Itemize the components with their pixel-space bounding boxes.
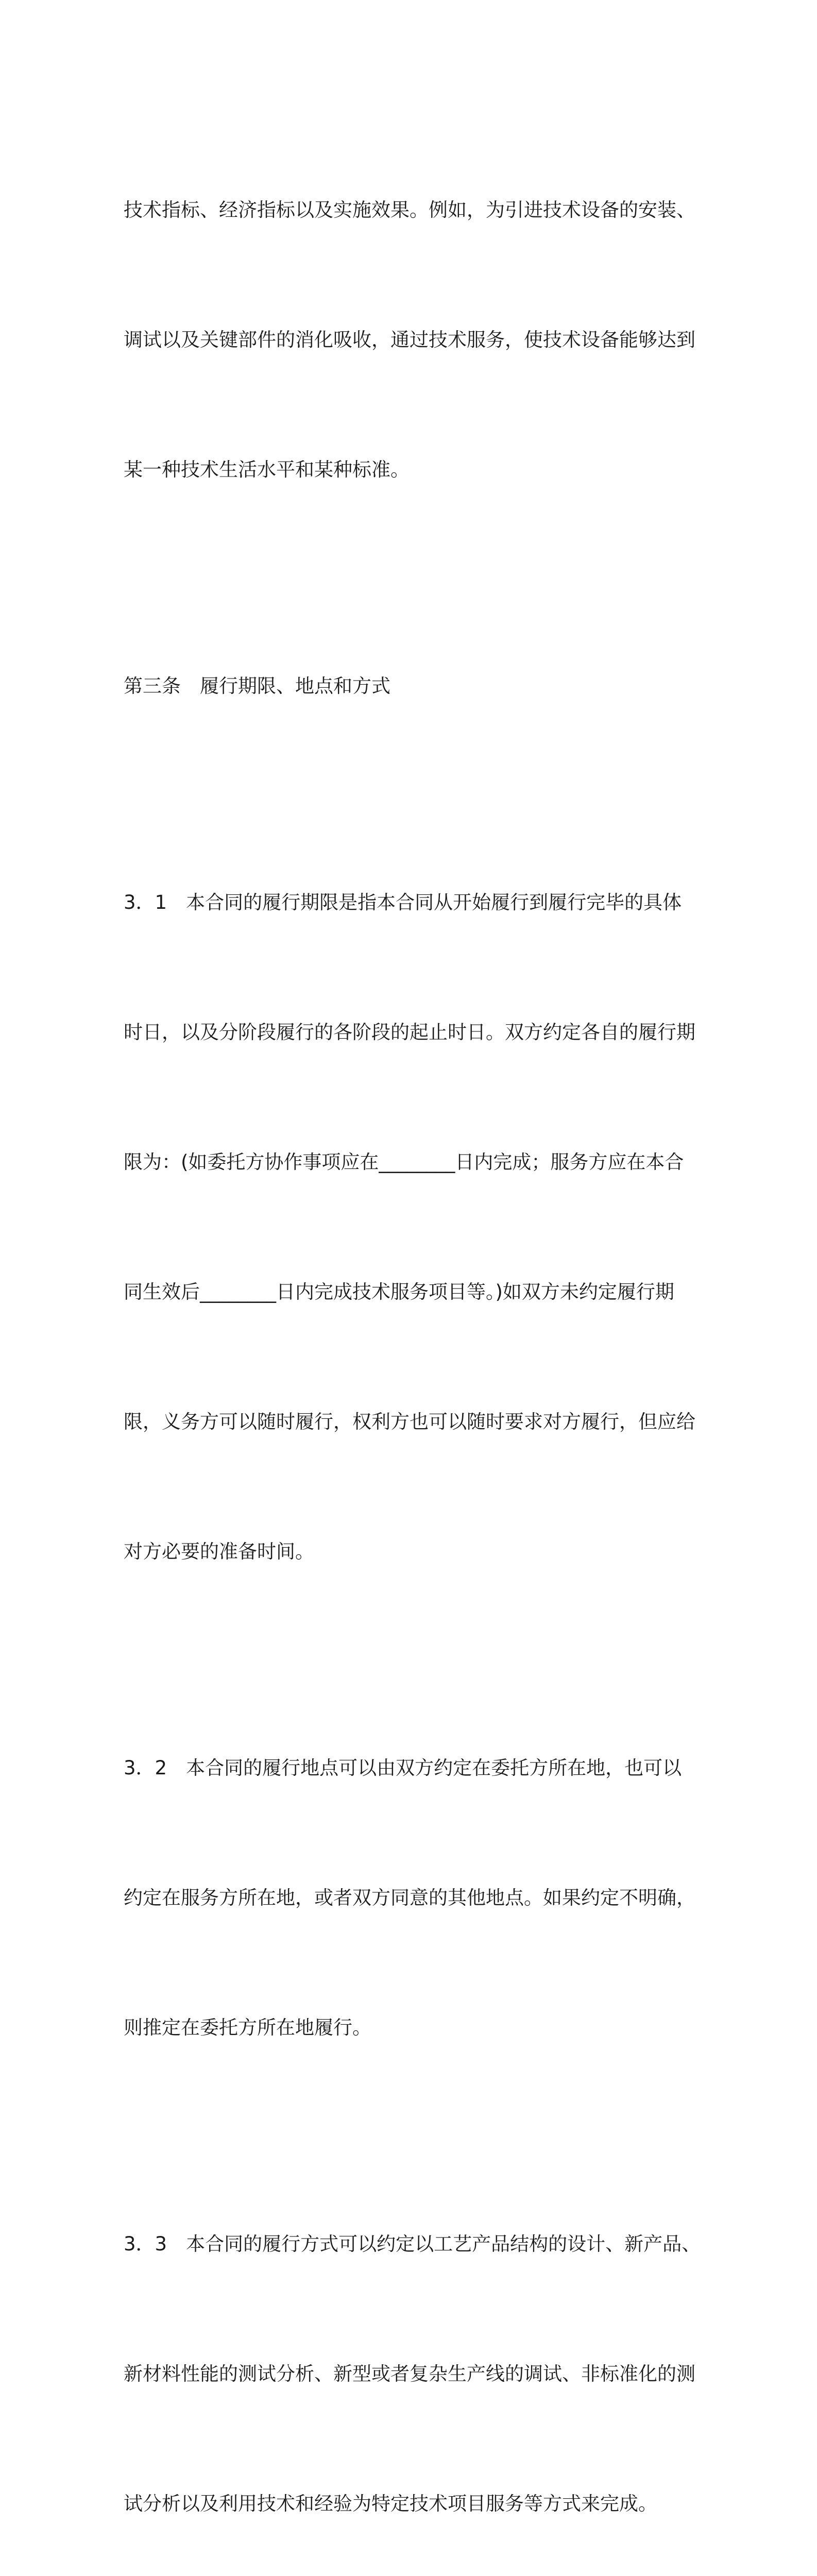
text-line: 新材料性能的测试分析、新型或者复杂生产线的调试、非标准化的测 <box>124 2363 695 2385</box>
text-line: 对方必要的准备时间。 <box>124 1540 314 1563</box>
clause-3-3 <box>124 2136 701 2576</box>
text-line: 限，义务方可以随时履行，权利方也可以随时要求对方履行，但应给 <box>124 1411 695 1433</box>
document-body <box>124 102 701 2576</box>
text-line: 则推定在委托方所在地履行。 <box>124 2016 371 2039</box>
text-line: 3．2 本合同的履行地点可以由双方约定在委托方所在地，也可以 <box>124 1757 682 1779</box>
text-line: 某一种技术生活水平和某种标准。 <box>124 459 410 481</box>
clause-3-1 <box>124 794 701 1660</box>
text-line: 3．1 本合同的履行期限是指本合同从开始履行到履行完毕的具体 <box>124 891 682 913</box>
text-line: 技术指标、经济指标以及实施效果。例如，为引进技术设备的安装、 <box>124 199 695 221</box>
text-line: 约定在服务方所在地，或者双方同意的其他地点。如果约定不明确， <box>124 1887 695 1909</box>
paragraph-technical-indicators <box>124 102 701 578</box>
text-line: 限为：(如委托方协作事项应在________日内完成；服务方应在本合 <box>124 1151 684 1173</box>
text-line: 调试以及关键部件的消化吸收，通过技术服务，使技术设备能够达到 <box>124 329 695 351</box>
text-line: 同生效后________日内完成技术服务项目等。)如双方未约定履行期 <box>124 1281 674 1303</box>
text-line: 3．3 本合同的履行方式可以约定以工艺产品结构的设计、新产品、 <box>124 2233 701 2255</box>
text-line: 试分析以及利用技术和经验为特定技术项目服务等方式来完成。 <box>124 2493 657 2515</box>
article-heading-text: 第三条 履行期限、地点和方式 <box>124 675 390 697</box>
article-3-heading <box>124 578 701 794</box>
clause-3-2 <box>124 1660 701 2136</box>
text-line: 时日，以及分阶段履行的各阶段的起止时日。双方约定各自的履行期 <box>124 1021 695 1043</box>
